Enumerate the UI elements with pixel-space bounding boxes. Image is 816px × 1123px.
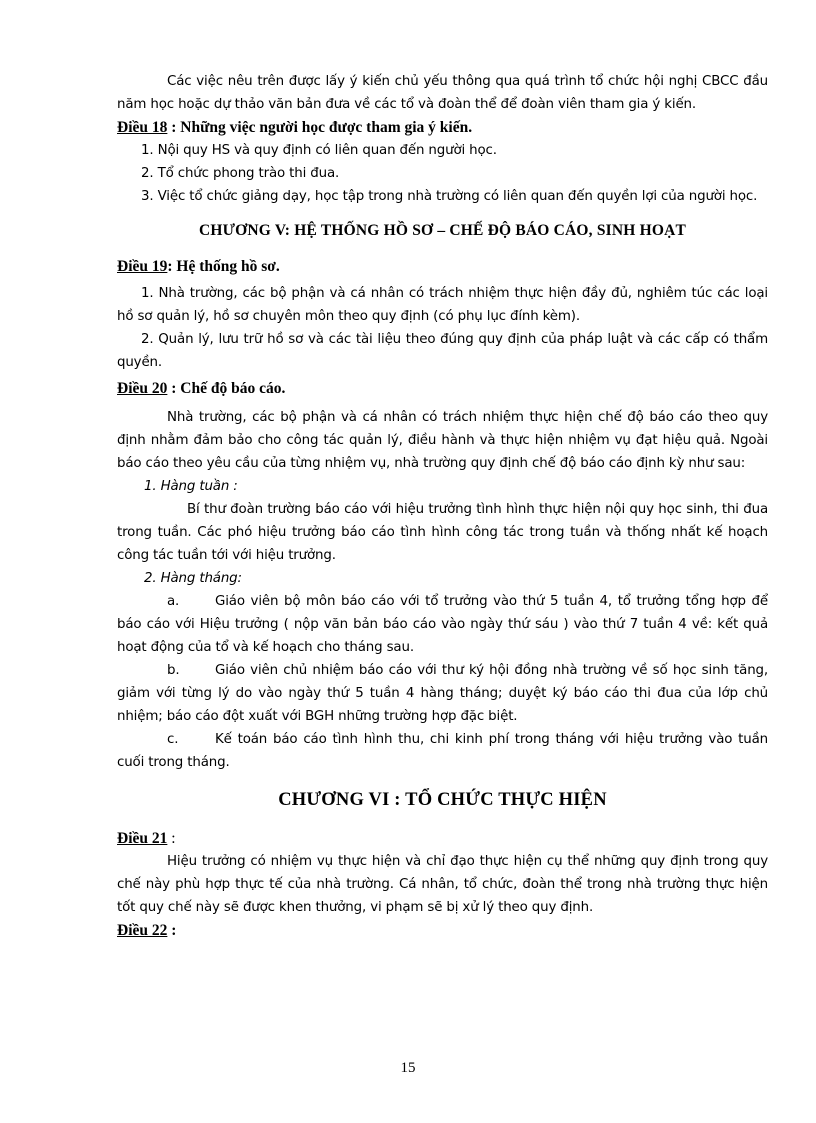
monthly-item-b-letter: b. [167,663,180,678]
monthly-item-c-text: Kế toán báo cáo tình hình thu, chi kinh phí trong tháng với hiệu trưởng vào tuần cuối trong tháng. [117,732,768,770]
article-18-title: : Những việc người học được tham gia ý kiến. [167,119,473,136]
article-20-title: : Chế độ báo cáo. [167,380,286,397]
article-18-item-1: 1. Nội quy HS và quy định có liên quan đến người học. [141,143,497,158]
monthly-item-c-letter: c. [167,732,179,747]
monthly-item-a-text: Giáo viên bộ môn báo cáo với tổ trưởng vào thứ 5 tuần 4, tổ trưởng tổng hợp để báo cáo với Hiệu trưởng ( nộp văn bản báo cáo vào ngày thứ sáu ) vào thứ 7 tuần 4 về: kết quả hoạt động của tổ và kế hoạch cho tháng sau. [117,594,768,655]
weekly-label: 1. Hàng tuần : [144,479,238,494]
article-22-title: : [167,922,177,939]
article-18-heading [117,116,768,139]
intro-paragraph: Các việc nêu trên được lấy ý kiến chủ yếu thông qua quá trình tổ chức hội nghị CBCC đầu năm học hoặc dự thảo văn bản đưa về các tổ và đoàn thể để đoàn viên tham gia ý kiến. [117,74,768,112]
monthly-item-a [117,590,768,659]
monthly-item-b-text: Giáo viên chủ nhiệm báo cáo với thư ký hội đồng nhà trường về số học sinh tăng, giảm với từng lý do vào ngày thứ 5 tuần 4 hàng tháng; duyệt ký báo cáo thi đua của lớp chủ nhiệm; báo cáo đột xuất với BGH những trường hợp đặc biệt. [117,663,768,724]
document-page [117,70,768,942]
article-19-label: Điều 19 [117,258,168,275]
article-20-paragraph: Nhà trường, các bộ phận và cá nhân có trách nhiệm thực hiện chế độ báo cáo theo quy định nhằm đảm bảo cho công tác quản lý, điều hành và thực hiện nhiệm vụ đạt hiệu quả. Ngoài báo cáo theo yêu cầu của từng nhiệm vụ, nhà trường quy định chế độ báo cáo định kỳ như sau: [117,410,768,471]
article-18-item-2: 2. Tổ chức phong trào thi đua. [141,166,340,181]
article-22-label: Điều 22 [117,922,168,939]
article-21-title: : [167,830,176,847]
article-20-label: Điều 20 [117,380,168,397]
article-19-title: : Hệ thống hồ sơ. [167,258,280,275]
article-19-item-1: 1. Nhà trường, các bộ phận và cá nhân có trách nhiệm thực hiện đầy đủ, nghiêm túc các loại hồ sơ quản lý, hồ sơ chuyên môn theo quy định (có phụ lục đính kèm). [117,286,768,324]
chapter-5-heading: CHƯƠNG V: HỆ THỐNG HỒ SƠ – CHẾ ĐỘ BÁO CÁO, SINH HOẠT [198,222,687,239]
article-21-paragraph: Hiệu trưởng có nhiệm vụ thực hiện và chỉ đạo thực hiện cụ thể những quy định trong quy chế này phù hợp thực tế của nhà trường. Cá nhân, tổ chức, đoàn thể trong nhà trường thực hiện tốt quy chế này sẽ được khen thưởng, vi phạm sẽ bị xử lý theo quy định. [117,854,768,915]
article-19-heading [117,255,768,278]
monthly-item-a-letter: a. [167,594,180,609]
monthly-item-b [117,659,768,728]
article-22-heading [117,919,768,942]
chapter-6-heading: CHƯƠNG VI : TỔ CHỨC THỰC HIỆN [278,790,607,810]
article-19-item-2: 2. Quản lý, lưu trữ hồ sơ và các tài liệu theo đúng quy định của pháp luật và các cấp có thẩm quyền. [117,332,768,370]
weekly-body: Bí thư đoàn trường báo cáo với hiệu trưởng tình hình thực hiện nội quy học sinh, thi đua trong tuần. Các phó hiệu trưởng báo cáo tình hình công tác trong tuần và thống nhất kế hoạch công tác tuần tới với hiệu trưởng. [117,502,768,563]
article-18-item-3: 3. Việc tổ chức giảng dạy, học tập trong nhà trường có liên quan đến quyền lợi của người học. [141,189,758,204]
page-number: 15 [400,1060,416,1076]
article-18-label: Điều 18 [117,119,168,136]
article-21-label: Điều 21 [117,830,168,847]
monthly-item-c [117,728,768,774]
article-21-heading [117,827,768,850]
monthly-label: 2. Hàng tháng: [144,571,242,586]
article-20-heading [117,377,768,400]
